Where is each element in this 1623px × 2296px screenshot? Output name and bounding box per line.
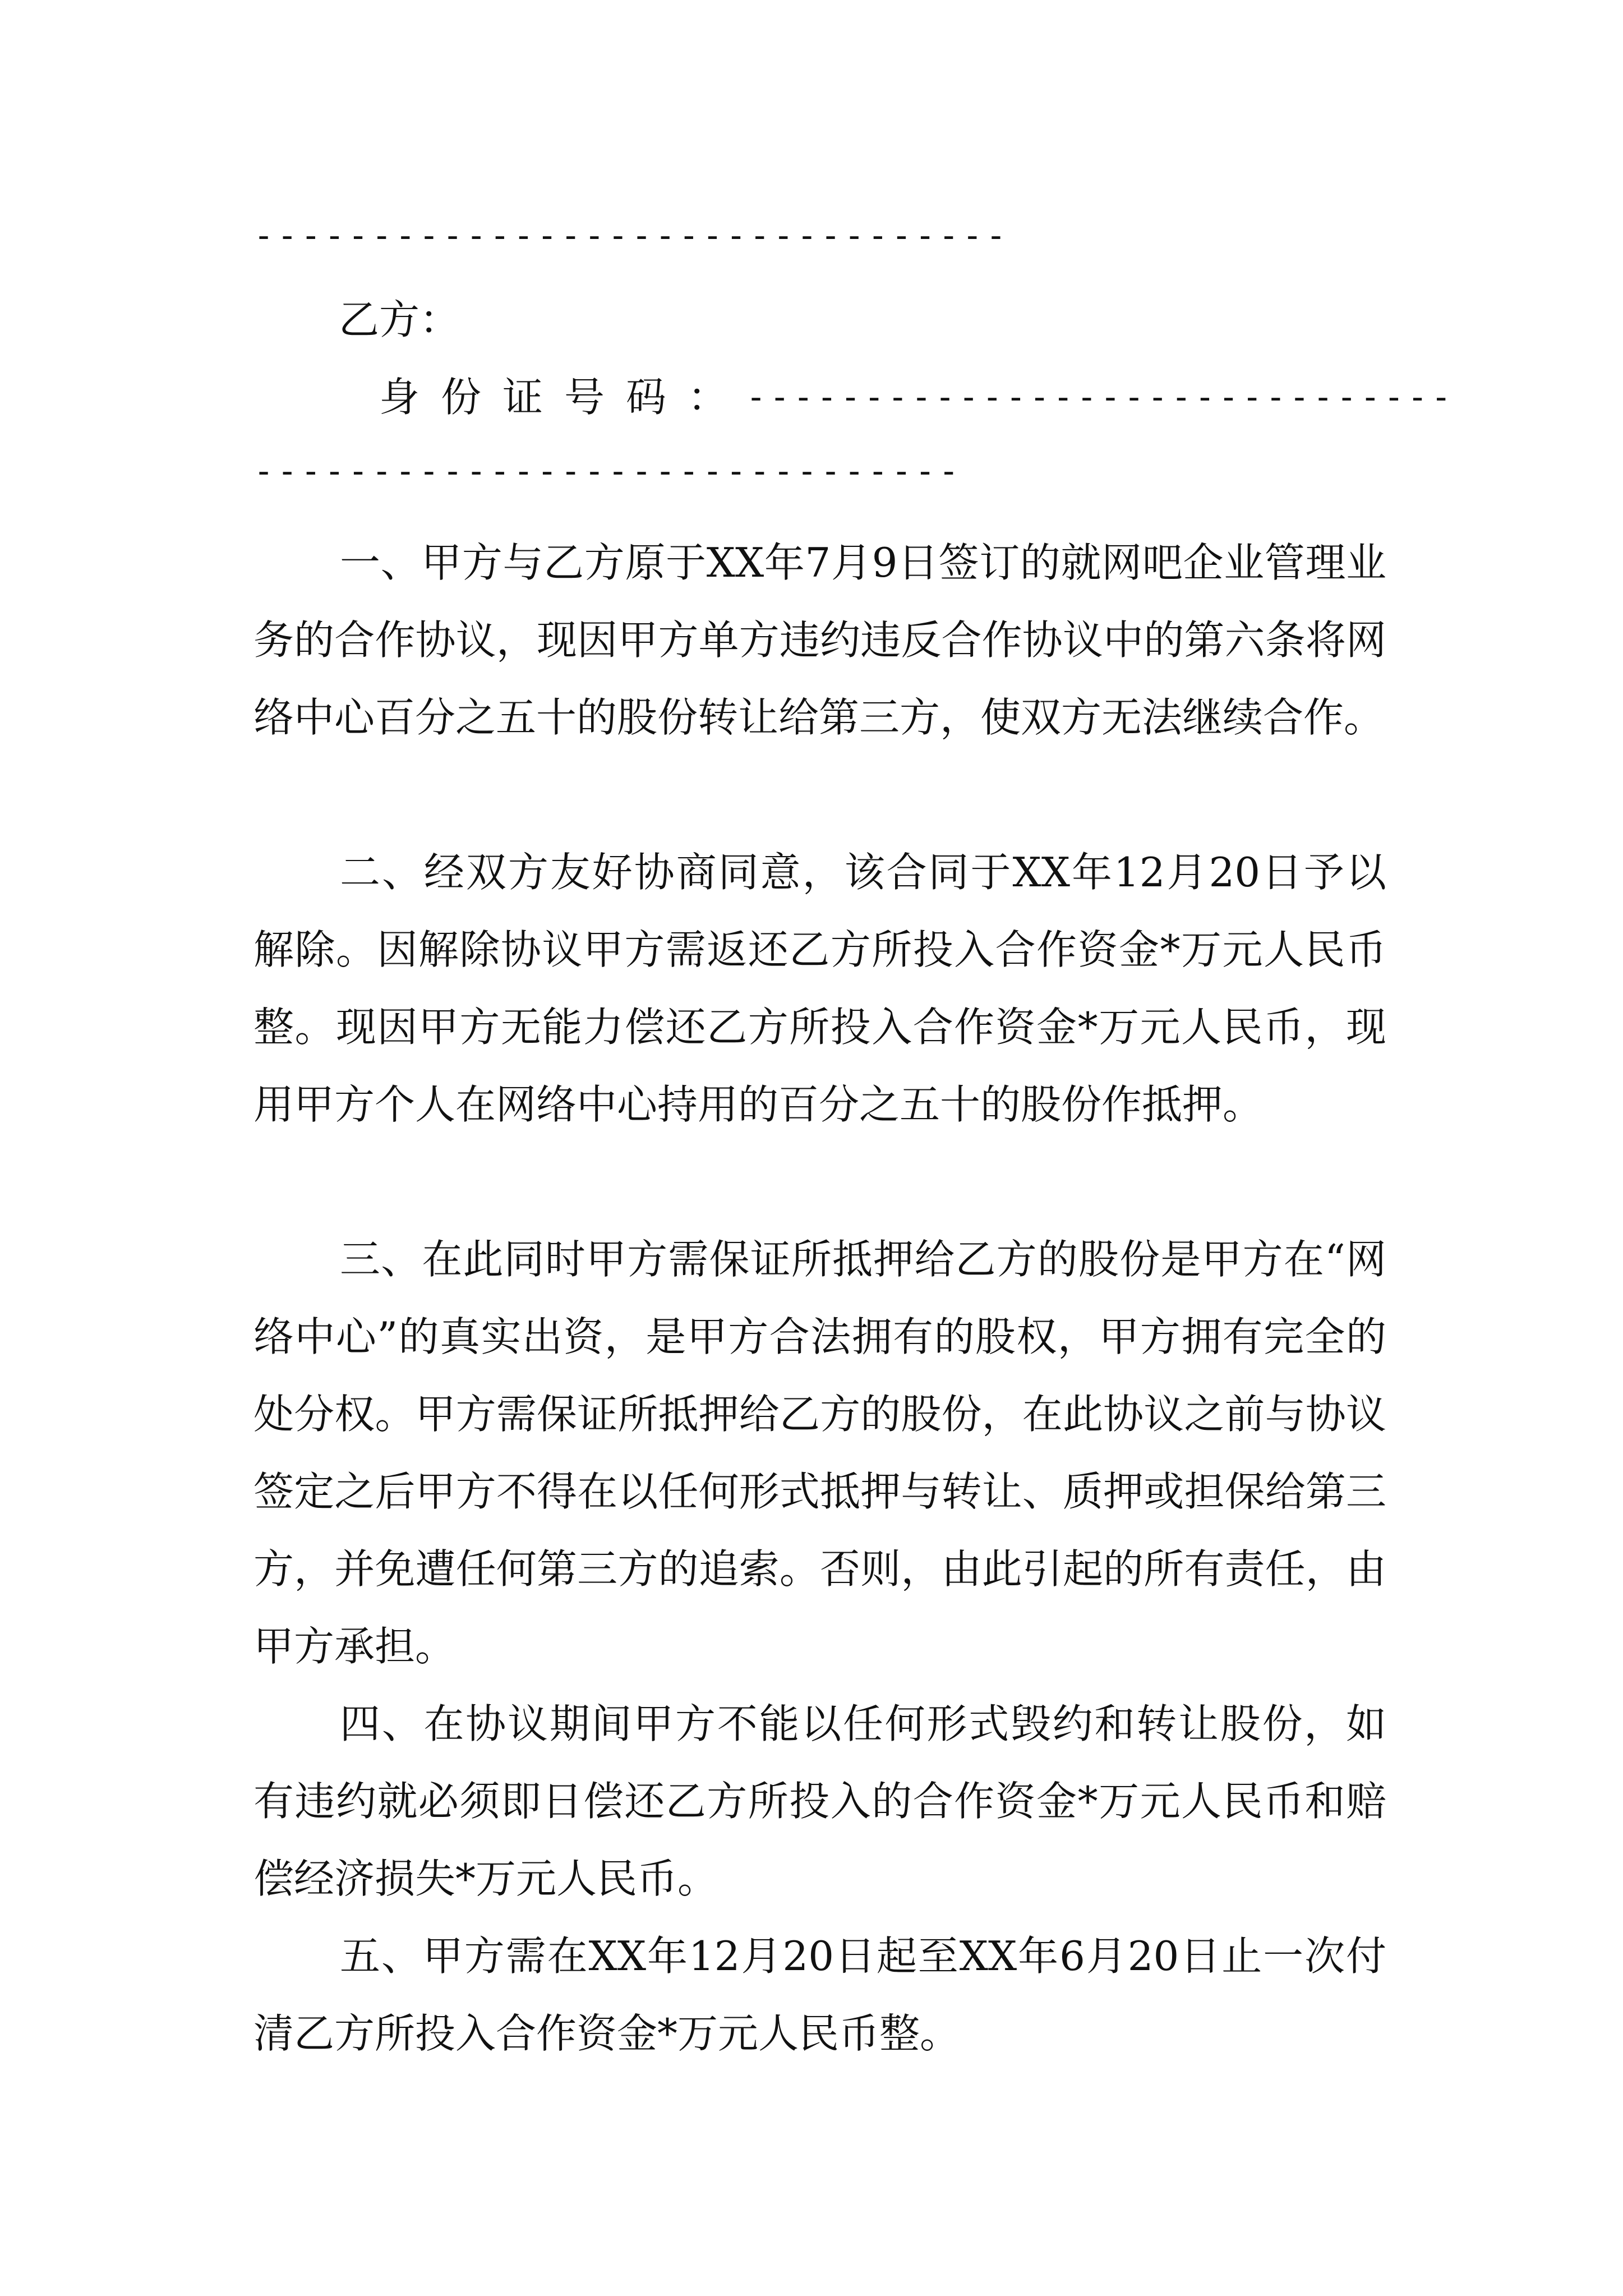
clause-4: 四、在协议期间甲方不能以任何形式毁约和转让股份，如有违约就必须即日偿还乙方所投入的合作资金*万元人民币和赔偿经济损失*万元人民币。	[253, 1700, 1386, 1902]
clause-1: 一、甲方与乙方原于XX年7月9日签订的就网吧企业管理业务的合作协议，现因甲方单方违约违反合作协议中的第六条将网络中心百分之五十的股份转让给第三方，使双方无法继续合作。	[253, 539, 1386, 741]
clause-2: 二、经双方友好协商同意，该合同于XX年12月20日予以解除。因解除协议甲方需返还乙方所投入合作资金*万元人民币整。现因甲方无能力偿还乙方所投入合作资金*万元人民币，现用甲方个人在网络中心持用的百分之五十的股份作抵押。	[253, 849, 1386, 1128]
id-number-dash-line-continued: ------------------------------	[253, 452, 962, 491]
signature-dash-line: --------------------------------	[253, 216, 1009, 255]
party-b-label: 乙方：	[339, 296, 460, 343]
clause-5: 五、甲方需在XX年12月20日起至XX年6月20日止一次付清乙方所投入合作资金*万元人民币整。	[253, 1932, 1386, 2057]
id-number-dash-line: ------------------------------	[746, 378, 1455, 417]
id-number-label: 身份证号码：	[379, 374, 750, 421]
clause-3: 三、在此同时甲方需保证所抵押给乙方的股份是甲方在“网络中心”的真实出资，是甲方合法拥有的股权，甲方拥有完全的处分权。甲方需保证所抵押给乙方的股份，在此协议之前与协议签定之后甲方不得在以任何形式抵押与转让、质押或担保给第三方，并免遭任何第三方的追索。否则，由此引起的所有责任，由甲方承担。	[253, 1236, 1386, 1670]
